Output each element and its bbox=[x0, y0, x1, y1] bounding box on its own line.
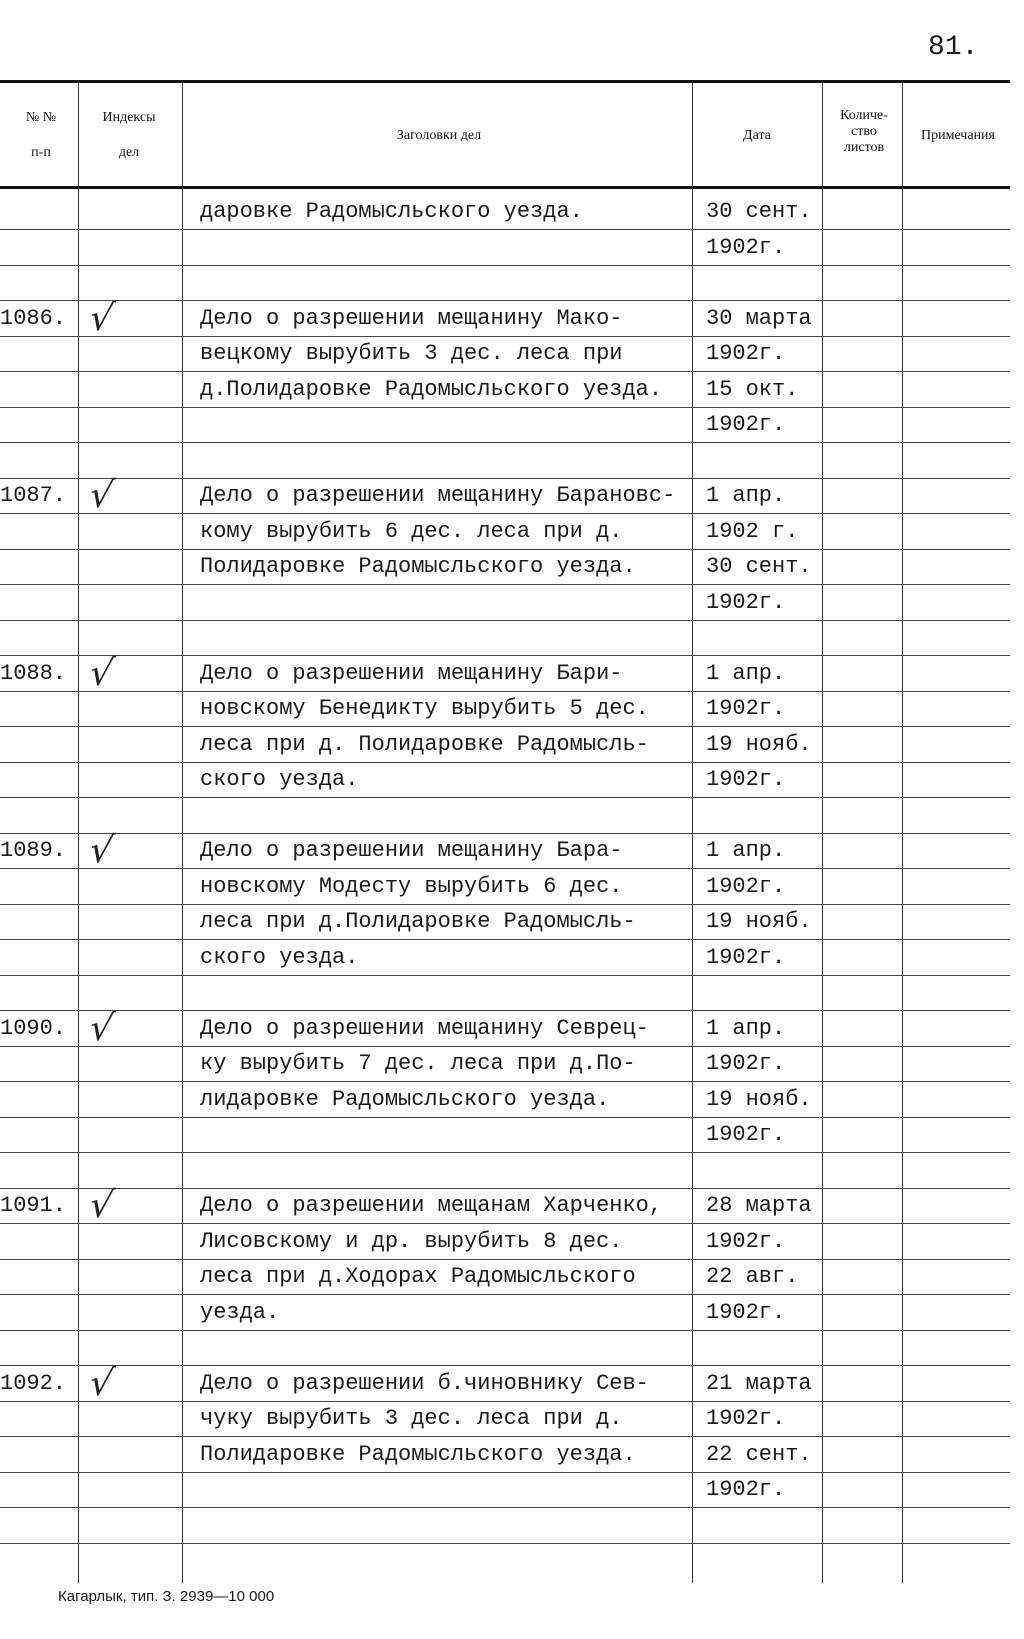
ruled-line bbox=[0, 975, 1010, 976]
record-date: 30 сент. bbox=[706, 554, 812, 579]
record-title-line: д.Полидаровке Радомысльского уезда. bbox=[200, 377, 663, 402]
ruled-line bbox=[0, 336, 1010, 337]
record-number: 1087. bbox=[0, 483, 67, 508]
record-title-line: вецкому вырубить 3 дес. леса при bbox=[200, 341, 623, 366]
record-number: 1090. bbox=[0, 1016, 67, 1041]
record-title-line: Дело о разрешении мещанину Бари- bbox=[200, 661, 623, 686]
record-date: 22 сент. bbox=[706, 1442, 812, 1467]
ruled-line bbox=[0, 797, 1010, 798]
record-date: 1902г. bbox=[706, 341, 786, 366]
ruled-line bbox=[0, 265, 1010, 266]
ruled-line bbox=[0, 229, 1010, 230]
record-title-line: уезда. bbox=[200, 1300, 280, 1325]
record-date: 1902г. bbox=[706, 1229, 786, 1254]
record-number: 1091. bbox=[0, 1193, 67, 1218]
record-date: 1902г. bbox=[706, 1122, 786, 1147]
record-date: 15 окт. bbox=[706, 377, 799, 402]
record-date: 1902г. bbox=[706, 235, 786, 260]
ruled-line bbox=[0, 407, 1010, 408]
ruled-line bbox=[0, 655, 1010, 656]
record-title-line: ку вырубить 7 дес. леса при д.По- bbox=[200, 1051, 636, 1076]
ruled-line bbox=[0, 1543, 1010, 1544]
record-date: 22 авг. bbox=[706, 1264, 799, 1289]
ruled-line bbox=[0, 904, 1010, 905]
record-title-line: ского уезда. bbox=[200, 767, 359, 792]
ruled-line bbox=[0, 584, 1010, 585]
record-date: 1902г. bbox=[706, 1300, 786, 1325]
record-date: 1 апр. bbox=[706, 838, 786, 863]
record-title-line: Дело о разрешении мещанину Бара- bbox=[200, 838, 623, 863]
record-number: 1088. bbox=[0, 661, 67, 686]
header-top-rule bbox=[0, 80, 1010, 83]
ruled-line bbox=[0, 1330, 1010, 1331]
ruled-line bbox=[0, 300, 1010, 301]
record-title-line: Дело о разрешении мещанину Барановс- bbox=[200, 483, 676, 508]
printer-imprint: Кагарлык, тип. З. 2939—10 000 bbox=[58, 1588, 275, 1605]
header-count-line1: Количе- bbox=[840, 108, 888, 123]
record-title-line: леса при д.Ходорах Радомысльского bbox=[200, 1264, 636, 1289]
ruled-line bbox=[0, 549, 1010, 550]
record-title-line: Дело о разрешении мещанину Мако- bbox=[200, 306, 623, 331]
record-date: 28 марта bbox=[706, 1193, 812, 1218]
record-date: 1902г. bbox=[706, 767, 786, 792]
ruled-line bbox=[0, 762, 1010, 763]
record-title-line: Дело о разрешении б.чиновнику Сев- bbox=[200, 1371, 649, 1396]
ruled-line bbox=[0, 1223, 1010, 1224]
ruled-line bbox=[0, 1401, 1010, 1402]
header-count-line2: ство bbox=[851, 124, 877, 139]
ruled-line bbox=[0, 833, 1010, 834]
record-date: 1 апр. bbox=[706, 483, 786, 508]
ruled-line bbox=[0, 1188, 1010, 1189]
record-title-line: ского уезда. bbox=[200, 945, 359, 970]
record-title-line: Дело о разрешении мещанину Севрец- bbox=[200, 1016, 649, 1041]
record-date: 21 марта bbox=[706, 1371, 812, 1396]
index-checkmark: √ bbox=[86, 1008, 117, 1049]
ruled-line bbox=[0, 691, 1010, 692]
record-title-line: леса при д. Полидаровке Радомысль- bbox=[200, 732, 649, 757]
record-title-line: кому вырубить 6 дес. леса при д. bbox=[200, 519, 623, 544]
header-count-line3: листов bbox=[843, 140, 885, 155]
record-date: 1 апр. bbox=[706, 1016, 786, 1041]
index-checkmark: √ bbox=[86, 298, 117, 339]
record-date: 1902г. bbox=[706, 945, 786, 970]
header-num-line1: № № bbox=[25, 110, 57, 125]
record-date: 1 апр. bbox=[706, 661, 786, 686]
record-title-line: леса при д.Полидаровке Радомысль- bbox=[200, 909, 636, 934]
record-date: 1902 г. bbox=[706, 519, 799, 544]
record-date: 1902г. bbox=[706, 590, 786, 615]
record-date: 1902г. bbox=[706, 412, 786, 437]
ruled-line bbox=[0, 868, 1010, 869]
record-title-line: новскому Бенедикту вырубить 5 дес. bbox=[200, 696, 649, 721]
index-checkmark: √ bbox=[86, 830, 117, 871]
record-date: 1902г. bbox=[706, 1477, 786, 1502]
header-title: Заголовки дел bbox=[396, 128, 482, 143]
ruled-line bbox=[0, 726, 1010, 727]
ruled-line bbox=[0, 1472, 1010, 1473]
ruled-line bbox=[0, 1046, 1010, 1047]
ruled-line bbox=[0, 1152, 1010, 1153]
index-checkmark: √ bbox=[86, 475, 117, 516]
header-bottom-rule bbox=[0, 186, 1010, 189]
header-num-line2: п-п bbox=[31, 145, 51, 160]
ruled-line bbox=[0, 1010, 1010, 1011]
record-date: 1902г. bbox=[706, 696, 786, 721]
page-number: 81. bbox=[928, 32, 979, 63]
header-index-line1: Индексы bbox=[102, 110, 156, 125]
ruled-line bbox=[0, 1117, 1010, 1118]
ruled-line bbox=[0, 513, 1010, 514]
ruled-line bbox=[0, 478, 1010, 479]
ruled-line bbox=[0, 939, 1010, 940]
ruled-line bbox=[0, 1507, 1010, 1508]
record-date: 19 нояб. bbox=[706, 1087, 812, 1112]
header-index bbox=[82, 108, 176, 162]
record-title-line: Полидаровке Радомысльского уезда. bbox=[200, 1442, 636, 1467]
header-date: Дата bbox=[743, 128, 771, 143]
record-title-line: новскому Модесту вырубить 6 дес. bbox=[200, 874, 623, 899]
record-title-line: лидаровке Радомысльского уезда. bbox=[200, 1087, 610, 1112]
record-date: 30 марта bbox=[706, 306, 812, 331]
ruled-line bbox=[0, 620, 1010, 621]
ruled-line bbox=[0, 1259, 1010, 1260]
index-checkmark: √ bbox=[86, 653, 117, 694]
record-title-line: даровке Радомысльского уезда. bbox=[200, 199, 583, 224]
record-date: 19 нояб. bbox=[706, 909, 812, 934]
header-num bbox=[10, 108, 72, 162]
record-date: 1902г. bbox=[706, 874, 786, 899]
record-number: 1092. bbox=[0, 1371, 67, 1396]
record-title-line: Полидаровке Радомысльского уезда. bbox=[200, 554, 636, 579]
index-checkmark: √ bbox=[86, 1185, 117, 1226]
record-date: 30 сент. bbox=[706, 199, 812, 224]
header-notes: Примечания bbox=[920, 128, 995, 143]
record-number: 1089. bbox=[0, 838, 67, 863]
record-number: 1086. bbox=[0, 306, 67, 331]
ruled-line bbox=[0, 1081, 1010, 1082]
ruled-line bbox=[0, 371, 1010, 372]
record-title-line: Дело о разрешении мещанам Харченко, bbox=[200, 1193, 663, 1218]
header-index-line2: дел bbox=[118, 145, 140, 160]
ruled-line bbox=[0, 1365, 1010, 1366]
record-date: 1902г. bbox=[706, 1051, 786, 1076]
ruled-line bbox=[0, 1294, 1010, 1295]
record-date: 19 нояб. bbox=[706, 732, 812, 757]
record-title-line: чуку вырубить 3 дес. леса при д. bbox=[200, 1406, 623, 1431]
ruled-line bbox=[0, 442, 1010, 443]
record-title-line: Лисовскому и др. вырубить 8 дес. bbox=[200, 1229, 623, 1254]
index-checkmark: √ bbox=[86, 1363, 117, 1404]
record-date: 1902г. bbox=[706, 1406, 786, 1431]
header-count bbox=[824, 108, 904, 156]
ruled-line bbox=[0, 1436, 1010, 1437]
